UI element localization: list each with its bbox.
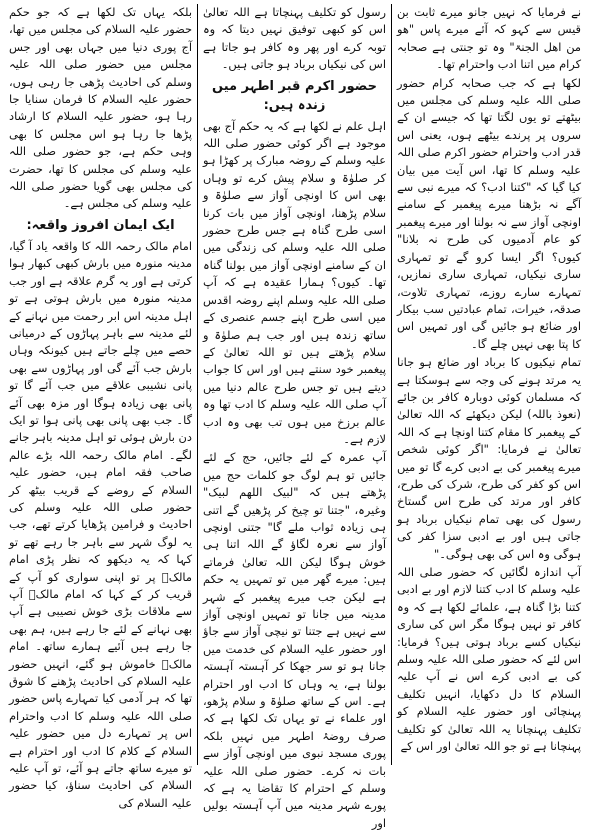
paragraph: لکھا ہے کہ جب صحابہ کرام حضور صلی اللہ علیہ وسلم کی مجلس میں بیٹھتے تو یوں لگتا تھا کہ جیسے ان کے سروں پر پرندے بیٹھے ہوں، یعنی اس قدر ادب واحترام حضور اکرم صلی اللہ علیہ وسلم کا تھا، اس آیت میں بیان کیا گیا کہ "کتنا ادب؟ کہ میرے نبی سے آگے نہ بڑھنا میرے پیغمبر کے سامنے اونچی آواز سے نہ بولنا اور میرے پیغمبر کو عام آدمیوں کی طرح نہ بلانا" کیوں؟ اگر ایسا کرو گے تو تمہاری ساری نیکیاں، تمہاری ساری نمازیں، تمہارے سارے روزے، تمہاری تلاوت، صدقہ، خیرات، تمام عبادتیں سب بیکار اور ضائع ہو جائیں گی اور تمہیں اس کا پتا بھی نہیں چلے گا۔: [397, 75, 581, 351]
paragraph: رسول کو تکلیف پہنچاتا ہے اللہ تعالیٰ اس کو کبھی توفیق نہیں دیتا کہ وہ توبہ کرے اور پھر وہ کافر ہو جاتا ہے اس کی نیکیاں برباد ہو جاتی ہیں۔: [203, 5, 386, 72]
paragraph: امام مالک رحمہ اللہ کا واقعہ یاد آ گیا، مدینہ منورہ میں بارش کبھی کبھار ہوا کرتی ہے اور یہ گرم علاقہ ہے اور جب مدینہ منورہ میں بارش ہوتی ہے تو اہل مدینہ اس ابر رحمت میں نہانے کے لئے مدینہ سے باہر پہاڑوں کے درمیانی حصے میں چلے جاتے ہیں کیونکہ وہاں بارش جب آئے گی اور پہاڑوں سے بھی پانی نشیبی علاقے میں جب آئے گا تو پانی بھی زیادہ ہوگا اور مزہ بھی آئے گا۔ جب بھی پانی بھی پانی ہوا تو ایک دن بارش ہوئی تو اہل مدینہ باہر جانے لگے۔ امام مالک رحمہ اللہ بڑے عالم صاحب فقہ امام ہیں، حضور علیہ السلام کے روضے کے قریب بیٹھ کر حضور صلی اللہ علیہ وسلم کی احادیث و فرامین پڑھایا کرتے تھے، جب یہ لوگ شہر سے باہر جا رہے تھے تو کہا کہ یہ دیکھو کہ نظر پڑی امام مالکؒ پر تو اپنی سواری کو آپ کے قریب کر کے کہا کہ امام مالکؒ آپ سے ملاقات بڑی خوش نصیبی ہے آپ بھی نہانے کے لئے جا رہے ہیں، ہم بھی جا رہے ہیں آئیے ہمارے ساتھ۔ امام مالکؒ خاموش ہو گئے، انہیں حضور علیہ السلام کی احادیث پڑھنے کا شوق تھا کہ ہر آدمی کیا تمہارے پاس حضور صلی اللہ علیہ وسلم کا ادب واحترام اس پر تمہارے دل میں حضور علیہ السلام کے کلام کا ادب اور احترام ہے تو میرے ساتھ جاتے ہو آئے، تو آپ علیہ السلام کی احادیث سناؤ، کیا حضور علیہ السلام کی: [9, 238, 192, 810]
paragraph: بلکہ یہاں تک لکھا ہے کہ جو حکم حضور علیہ السلام کی مجلس میں تھا، آج پوری دنیا میں جہاں بھی اور جس مجلس میں حضور صلی اللہ علیہ وسلم کی احادیث پڑھی جا رہی ہوں، حضور علیہ السلام کا فرمان سنایا جا رہا ہو، حضور علیہ السلام کا ارشاد پڑھا جا رہا ہو اس مجلس کا بھی وہی حکم ہے، جو حضور صلی اللہ علیہ وسلم کی مجلس کا تھا، حضرت کی مجلس بھی گویا حضور صلی اللہ علیہ وسلم کی مجلس ہے۔: [9, 5, 192, 211]
column-middle: [198, 4, 392, 830]
column-left: [4, 4, 198, 810]
section-heading: حضور اکرم قبر اطہر میں زندہ ہیں:: [212, 78, 377, 113]
paragraph: تمام نیکیوں کا برباد اور ضائع ہو جانا یہ مرتد ہونے کی وجہ سے ہوسکتا ہے کہ مسلمان کوئی دوبارہ کافر بن جائے (نعوذ باللہ) لیکن دیکھئے کہ اللہ تعالیٰ کے پیغمبر کا مقام کتنا اونچا ہے کہ اللہ تعالیٰ نے فرمایا: "اگر کوئی شخص میرے پیغمبر کی بے ادبی کرے گا تو میں اس کو کفر کی طرح، شرک کی طرح، کافر اور مرتد کی طرح اس گستاخ رسول کی بھی تمام نیکیاں برباد ہو جاتی ہیں اور بے ادبی سزا کفر کی ہوگی وہ اس کی بھی ہوگی۔": [397, 355, 581, 561]
section-heading: ایک ایمان افروز واقعہ:: [26, 217, 175, 233]
paragraph: آپ عمرہ کے لئے جائیں، حج کے لئے جائیں تو ہم لوگ جو کلمات حج میں پڑھتے ہیں کہ "لبیک اللھم لبیک" وغیرہ، "جتنا تو چیخ کر پڑھیں گے اتنی ہی زیادہ ثواب ملے گا" جتنی اونچی آواز سے نعرہ لگاؤ گے اللہ اتنا ہی خوش ہوگا لیکن اللہ تعالیٰ فرماتے ہیں: میرے گھر میں تو تمہیں یہ حکم ہے لیکن جب میرے پیغمبر کے شہر مدینہ میں جانا تو تمہیں اونچی آواز سے نہیں ہے جتنا تو نیچی آواز سے جاؤ اور حضور علیہ السلام کی خدمت میں جانا ہو تو سر جھکا کر آہستہ آہستہ بولنا ہے، یہ وہاں کا ادب اور احترام ہے۔ اس کے ساتھ صلوٰۃ و سلام پڑھو، اور علماء نے تو یہاں تک لکھا ہے کہ صرف روضۂ اطہر میں نہیں بلکہ پوری مسجد نبوی میں اونچی آواز سے بات نہ کرے۔ حضور صلی اللہ علیہ وسلم کے احترام کا تقاضا یہ ہے کہ پورے شہر مدینہ میں آپ آہستہ بولیں اور: [203, 450, 386, 830]
paragraph: نے فرمایا کہ نہیں جانو میرے ثابت بن قیس سے کہو کہ آئے میرے پاس "ھو من اھل الجنۃ" وہ تو جنتی ہے صحابہ کرام میں اتنا ادب واحترام تھا۔: [397, 5, 581, 72]
paragraph: اہل علم نے لکھا ہے کہ یہ حکم آج بھی موجود ہے اگر کوئی حضور صلی اللہ علیہ وسلم کے روضہ مبارک پر کھڑا ہو کر صلوٰۃ و سلام پیش کرے تو وہاں بھی اس کا اونچی آواز سے صلوٰۃ و سلام پڑھنا، اونچی آواز میں بات کرنا اسی طرح گناہ ہے جس طرح حضور صلی اللہ علیہ وسلم کی زندگی میں ان کے سامنے اونچی آواز میں بولنا گناہ تھا۔ کیوں؟ ہمارا عقیدہ ہے کہ آپ صلی اللہ علیہ وسلم اپنے روضہ اقدس میں اسی طرح اپنے جسم عنصری کے ساتھ زندہ ہیں اور جب ہم صلوٰۃ و سلام پڑھتے ہیں تو اللہ تعالیٰ کے پیغمبر خود سنتے ہیں اور اس کا جواب دیتے ہیں تو جس طرح عالم دنیا میں آپ صلی اللہ علیہ وسلم کا ادب تھا وہ عالم برزخ میں ہوں تب بھی وہ ادب لازم ہے۔: [203, 118, 386, 446]
paragraph: آپ اندازہ لگائیں کہ حضور صلی اللہ علیہ وسلم کا ادب کتنا لازم اور بے ادبی کتنا بڑا گناہ ہے، علمائے لکھا ہے کہ وہ کافر تو نہیں ہوگا مگر اس کی ساری نیکیاں کسے برباد ہوتی ہیں؟ فرمایا: اس لئے کہ حضور صلی اللہ علیہ وسلم کی بے ادبی کرے اس نے آپ علیہ السلام کا دل دکھایا، انہیں تکلیف پہنچائی اور حضور علیہ السلام کو تکلیف پہنچانا یہ اللہ تعالیٰ کو تکلیف پہنچانا ہے تو جو اللہ تعالیٰ اور اس کے: [397, 565, 581, 754]
column-right: [392, 4, 586, 765]
